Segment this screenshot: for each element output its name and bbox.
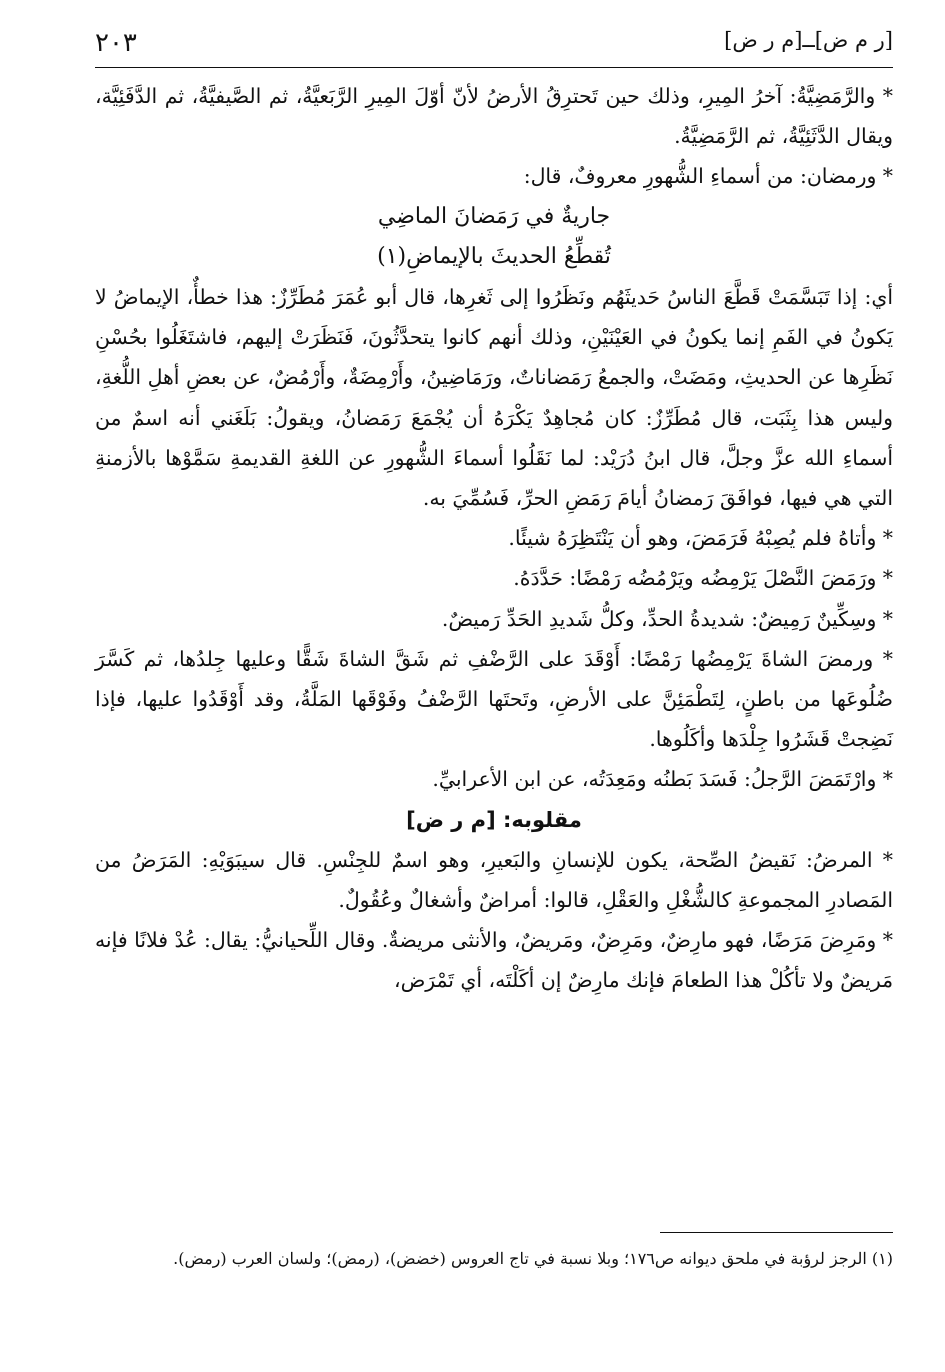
verse-line-1: جاريةٌ في رَمَضانَ الماضِي [377,203,611,229]
entry-marad: * المرضُ: نَقيضُ الصِّحة، يكون للإنسانِ والبَعيرِ، وهو اسمٌ للجِنْسِ. قال سيبَوَيْهِ: المَرَضُ من المَصادرِ المجموعةِ كالشُّغْلِ والعَقْلِ، قالوا: أمراضٌ وأشغالٌ وعُقُولٌ. [95,847,893,913]
entry-ramadiyya: * والرَّمَضِيَّةُ: آخرُ المِيرِ، وذلك حين تَحترِقُ الأرضُ لأنّ أوّلَ المِيرِ الرَّبَعيَّةُ، ثم الصَّيفيَّةُ، ثم الدَّفَئِيَّة، ويقال الدَّثَئِيَّةُ، ثم الرَّمَضِيَّةُ. [95,84,893,149]
footnote-rule [660,1232,893,1233]
header-rule [95,67,893,68]
entry-ramada-shat: * ورمضَ الشاةَ يَرْمِضُها رَمْضًا: أَوْقَدَ على الرَّضْفِ ثم شَقَّ الشاةَ شَقًّا وعليها جِلدُها، ثم كَسَّرَ ضُلُوعَها من باطنٍ، لِتَطْمَئِنَّ على الأرضِ، وتَحتَها الرَّضْفُ وفَوْقَها المَلَّةُ، وقد أَوْقَدُوا عليها، فإذا نَضِجتْ قَشَرُوا جِلْدَها وأكَلُوها. [95,646,893,752]
entry-ramada-nasl: * ورَمَضَ النَّصْلَ يَرْمِضُه ويَرْمُضُه رَمْضًا: حَدَّدَهُ. [513,566,893,591]
entry-marida: * ومَرِضَ مَرَضًا، فهو مارِضٌ، ومَرِضٌ، ومَريضٌ، والأنثى مريضةٌ. وقال اللِّحيانيُّ: يقال: عُدْ فلانًا فإنه مَريضٌ ولا تأكُلْ هذا الطعامَ فإنك مارِضٌ إن أكَلْتَه، أي تَمْرَض، [95,928,893,993]
page-number: ٢٠٣ [95,28,137,58]
entry-irtamada: * وارْتَمَضَ الرَّجلُ: فَسَدَ بَطنُه ومَعِدَتُه، عن ابن الأعرابيِّ. [432,767,893,792]
running-head [95,22,893,62]
commentary-paragraph: أي: إذا تَبَسَّمَتْ قَطَّعَ الناسُ حَديثَهُم ونَظَرُوا إلى ثَغرِها، قال أبو عُمَرَ مُطَرِّزٌ: هذا خطأٌ، الإيماضُ لا يَكونُ في الفَمِ إنما يكونُ في العَيْنَيْنِ، وذلك أنهم كانوا يتحدَّثُونَ، فَنَظَرَتْ إليهم، فاشتَغَلُوا بحُسْنِ نَظَرِها عن الحديثِ، ومَضَتْ، والجمعُ رَمَضاناتٌ، ورَمَاضِينُ، وأَرْمِضَةٌ، وأَرْمُضٌ، عن بعضِ أهلِ اللُّغةِ، وليس هذا بِثَبَت، قال مُطَرِّزٌ: كان مُجاهِدٌ يَكْرَهُ أن يُجْمَعَ رَمَضانُ، ويقولُ: بَلَغَني أنه اسمٌ من أسماءِ الله عزَّ وجلَّ، قال ابنُ دُرَيْد: لما نَقَلُوا أسماءَ الشُّهورِ عن اللغةِ القديمةِ سَمَّوْها بالأزمنةِ التي هي فيها، فوافَقَ رَمضانُ أيامَ رَمَضِ الحرِّ، فَسُمِّيَ به. [95,285,893,511]
footnote: (١) الرجز لرؤبة في ملحق ديوانه ص١٧٦؛ وبلا نسبة في تاج العروس (خضض)، (رمض)؛ ولسان العرب (رمض). [173,1249,893,1268]
page-body [95,76,893,1001]
verse-line-2: تُقطِّعُ الحديثَ بالإيماضِ(١) [377,243,611,269]
running-title: [ر م ض]ــ[م ر ض] [724,28,893,52]
entry-aramada: * وأتاهُ فلم يُصِبْهُ فَرَمَضَ، وهو أن يَنْتَظِرَهُ شيئًا. [508,526,893,551]
section-heading-maqlub: مقلوبه: [م ر ض] [406,807,582,832]
entry-sikkin-ramid: * وسِكِّينٌ رَمِيضٌ: شديدةُ الحدِّ، وكلُّ شَديدِ الحَدِّ رَميضٌ. [441,606,893,631]
entry-ramadan: * ورمضان: من أسماءِ الشُّهورِ معروفٌ، قال: [523,164,893,189]
